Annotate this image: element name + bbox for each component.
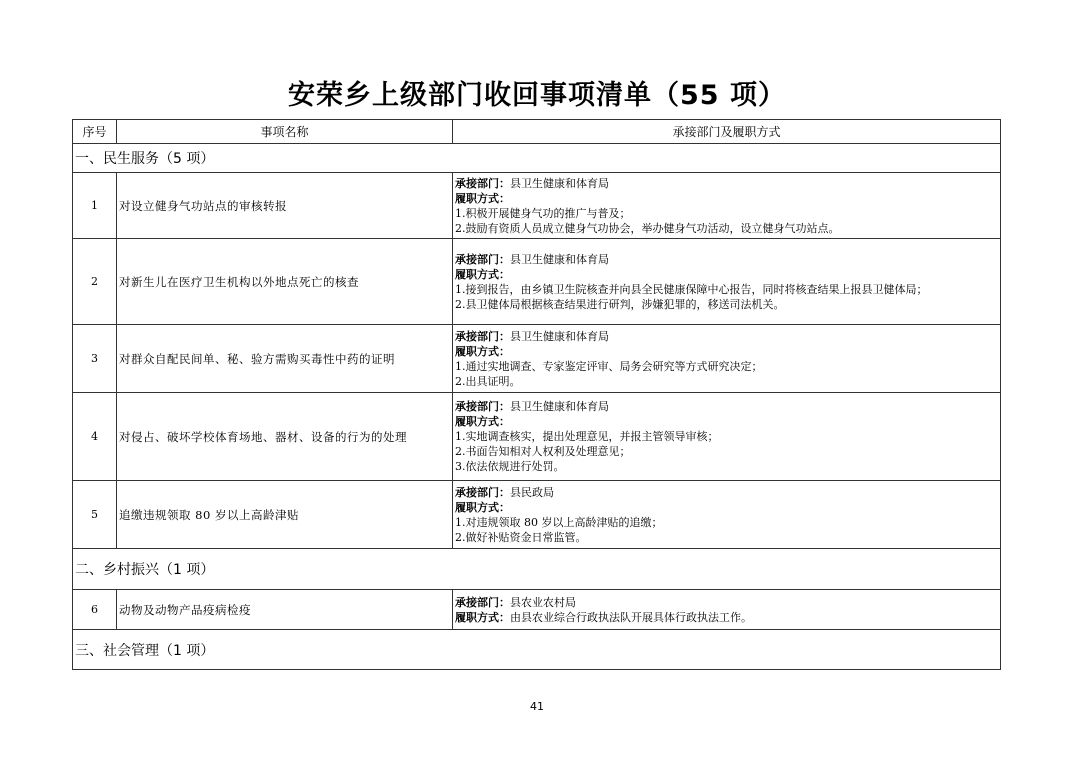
method-step: 1.接到报告，由乡镇卫生院核查并向县全民健康保障中心报告，同时将核查结果上报县卫健体局； (455, 282, 928, 296)
method-step: 1.实地调查核实，提出处理意见，并报主管领导审核； (455, 430, 719, 443)
row-name: 追缴违规领取 80 岁以上高龄津贴 (117, 481, 453, 549)
row-name: 对侵占、破坏学校体育场地、器材、设备的行为的处理 (117, 393, 453, 481)
method-label: 履职方式： (455, 267, 510, 281)
method-step: 1.积极开展健身气功的推广与普及； (455, 206, 631, 220)
header-seq: 序号 (73, 120, 117, 144)
dept-label: 承接部门： (455, 176, 510, 190)
table-header-row (73, 120, 1001, 144)
header-name: 事项名称 (117, 120, 453, 144)
dept-value: 县卫生健康和体育局 (510, 400, 609, 413)
table-row (73, 481, 1001, 549)
method-step: 3.依法依规进行处罚。 (455, 460, 565, 473)
section-row (73, 549, 1001, 590)
row-dept-method (453, 239, 1001, 325)
row-seq: 5 (73, 481, 117, 549)
row-seq: 1 (73, 173, 117, 239)
section-title: 一、民生服务（5 项） (73, 144, 1001, 173)
method-label: 履职方式： (455, 344, 510, 358)
row-dept-method (453, 481, 1001, 549)
section-row (73, 144, 1001, 173)
table-row (73, 173, 1001, 239)
header-dept: 承接部门及履职方式 (453, 120, 1001, 144)
dept-value: 县卫生健康和体育局 (510, 252, 609, 266)
section-title: 二、乡村振兴（1 项） (73, 549, 1001, 590)
method-step: 2.做好补贴资金日常监管。 (455, 530, 587, 544)
section-title: 三、社会管理（1 项） (73, 630, 1001, 670)
table-row (73, 393, 1001, 481)
row-dept-method (453, 325, 1001, 393)
dept-value: 县民政局 (510, 485, 554, 499)
row-dept-method (453, 393, 1001, 481)
row-seq: 4 (73, 393, 117, 481)
page-number: 41 (530, 700, 544, 713)
row-name: 对设立健身气功站点的审核转报 (117, 173, 453, 239)
method-step: 2.鼓励有资质人员成立健身气功协会，举办健身气功活动，设立健身气功站点。 (455, 221, 840, 235)
method-step: 2.县卫健体局根据核查结果进行研判，涉嫌犯罪的，移送司法机关。 (455, 297, 785, 311)
table-row (73, 325, 1001, 393)
row-dept-method (453, 173, 1001, 239)
dept-label: 承接部门： (455, 252, 510, 266)
dept-value: 县卫生健康和体育局 (510, 176, 609, 190)
method-step: 1.通过实地调查、专家鉴定评审、局务会研究等方式研究决定； (455, 359, 763, 373)
row-dept-method (453, 590, 1001, 630)
dept-value: 县卫生健康和体育局 (510, 329, 609, 343)
items-table (72, 119, 1001, 670)
row-name: 对新生儿在医疗卫生机构以外地点死亡的核查 (117, 239, 453, 325)
method-step: 2.书面告知相对人权利及处理意见； (455, 445, 631, 458)
method-value: 由县农业综合行政执法队开展具体行政执法工作。 (510, 610, 752, 624)
method-label: 履职方式： (455, 191, 510, 205)
row-name: 对群众自配民间单、秘、验方需购买毒性中药的证明 (117, 325, 453, 393)
row-seq: 2 (73, 239, 117, 325)
row-name: 动物及动物产品疫病检疫 (117, 590, 453, 630)
table-row (73, 590, 1001, 630)
dept-label: 承接部门： (455, 485, 510, 499)
dept-value: 县农业农村局 (510, 595, 576, 609)
method-step: 2.出具证明。 (455, 374, 521, 388)
dept-label: 承接部门： (455, 329, 510, 343)
row-seq: 6 (73, 590, 117, 630)
table-row (73, 239, 1001, 325)
method-label: 履职方式： (455, 500, 510, 514)
dept-label: 承接部门： (455, 400, 510, 413)
row-seq: 3 (73, 325, 117, 393)
section-row (73, 630, 1001, 670)
method-label: 履职方式： (455, 415, 510, 428)
method-step: 1.对违规领取 80 岁以上高龄津贴的追缴； (455, 515, 663, 529)
dept-label: 承接部门： (455, 595, 510, 609)
page-title: 安荣乡上级部门收回事项清单（55 项） (288, 80, 786, 111)
method-label: 履职方式： (455, 610, 510, 624)
